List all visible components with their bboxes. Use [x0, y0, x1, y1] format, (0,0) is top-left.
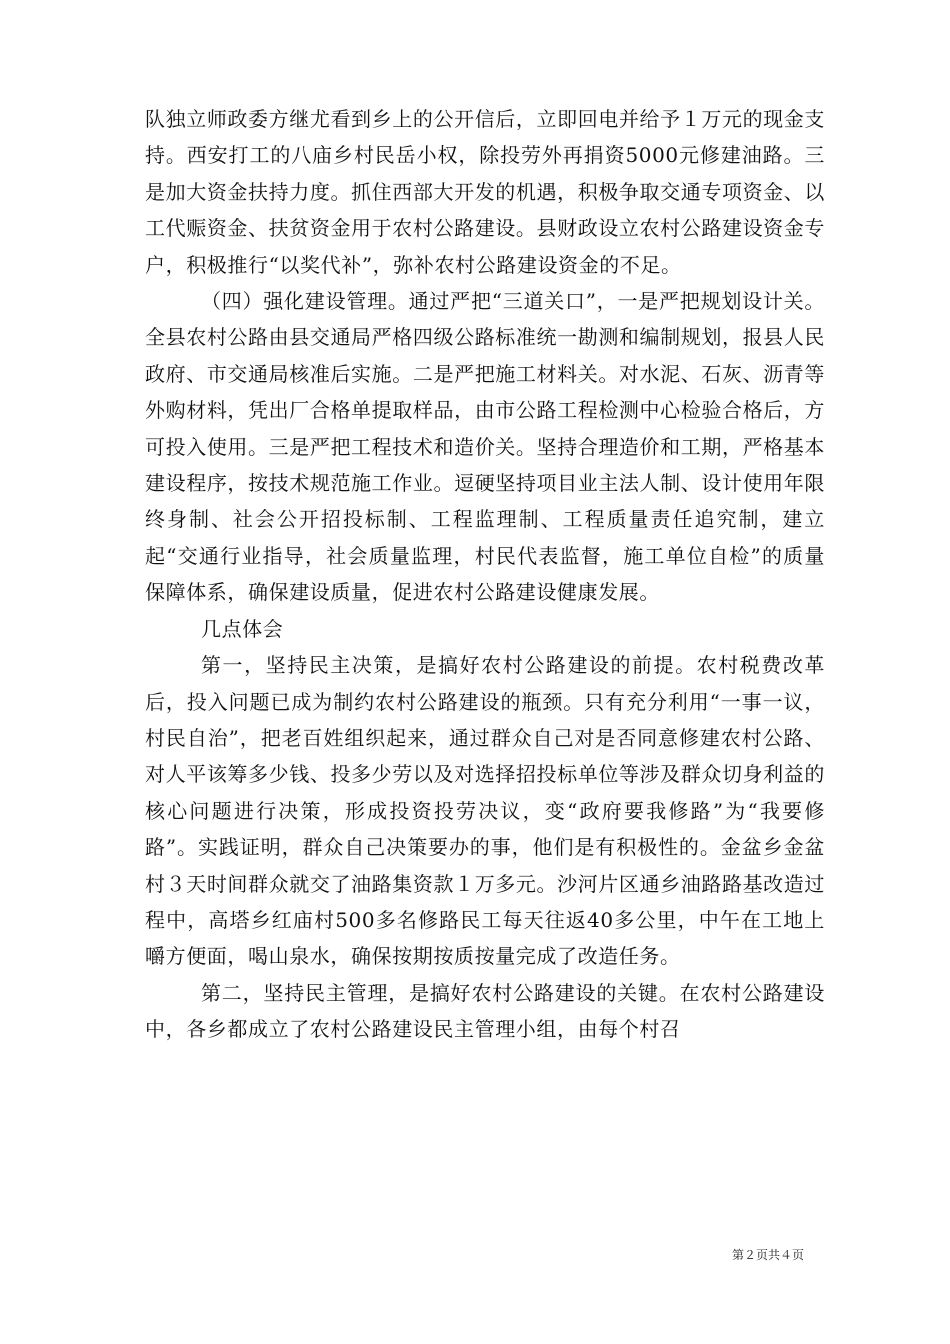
paragraph-democratic-decision: 第一，坚持民主决策，是搞好农村公路建设的前提。农村税费改革后，投入问题已成为制约农村公路建设的瓶颈。只有充分利用“一事一议，村民自治”，把老百姓组织起来，通过群众自己对是否同意修建农村公路、对人平该筹多少钱、投多少劳以及对选择招投标单位等涉及群众切身利益的核心问题进行决策，形成投资投劳决议，变“政府要我修路”为“我要修路”。实践证明，群众自己决策要办的事，他们是有积极性的。金盆乡金盆村３天时间群众就交了油路集资款１万多元。沙河片区通乡油路路基改造过程中，高塔乡红庙村500多名修路民工每天往返40多公里，中午在工地上嚼方便面，喝山泉水，确保按期按质按量完成了改造任务。: [145, 653, 825, 969]
paragraph-democratic-management: 第二，坚持民主管理，是搞好农村公路建设的关键。在农村公路建设中，各乡都成立了农村公路建设民主管理小组，由每个村召: [145, 980, 825, 1042]
paragraph-funding-continuation: 队独立师政委方继尤看到乡上的公开信后，立即回电并给予１万元的现金支持。西安打工的八庙乡村民岳小权，除投劳外再捐资5000元修建油路。三是加大资金扶持力度。抓住西部大开发的机遇，积极争取交通专项资金、以工代赈资金、扶贫资金用于农村公路建设。县财政设立农村公路建设资金专户，积极推行“以奖代补”，弥补农村公路建设资金的不足。: [145, 107, 825, 277]
section-heading-reflections: 几点体会: [201, 616, 284, 641]
document-body: [145, 101, 825, 1048]
paragraph-construction-management: （四）强化建设管理。通过严把“三道关口”，一是严把规划设计关。全县农村公路由县交通局严格四级公路标准统一勘测和编制规划，报县人民政府、市交通局核准后实施。二是严把施工材料关。对水泥、石灰、沥青等外购材料，凭出厂合格单提取样品，由市公路工程检测中心检验合格后，方可投入使用。三是严把工程技术和造价关。坚持合理造价和工期，严格基本建设程序，按技术规范施工作业。逗硬坚持项目业主法人制、设计使用年限终身制、社会公开招投标制、工程监理制、工程质量责任追究制，建立起“交通行业指导，社会质量监理，村民代表监督，施工单位自检”的质量保障体系，确保建设质量，促进农村公路建设健康发展。: [145, 289, 825, 605]
page-number: 第２页共４页: [731, 1248, 804, 1262]
